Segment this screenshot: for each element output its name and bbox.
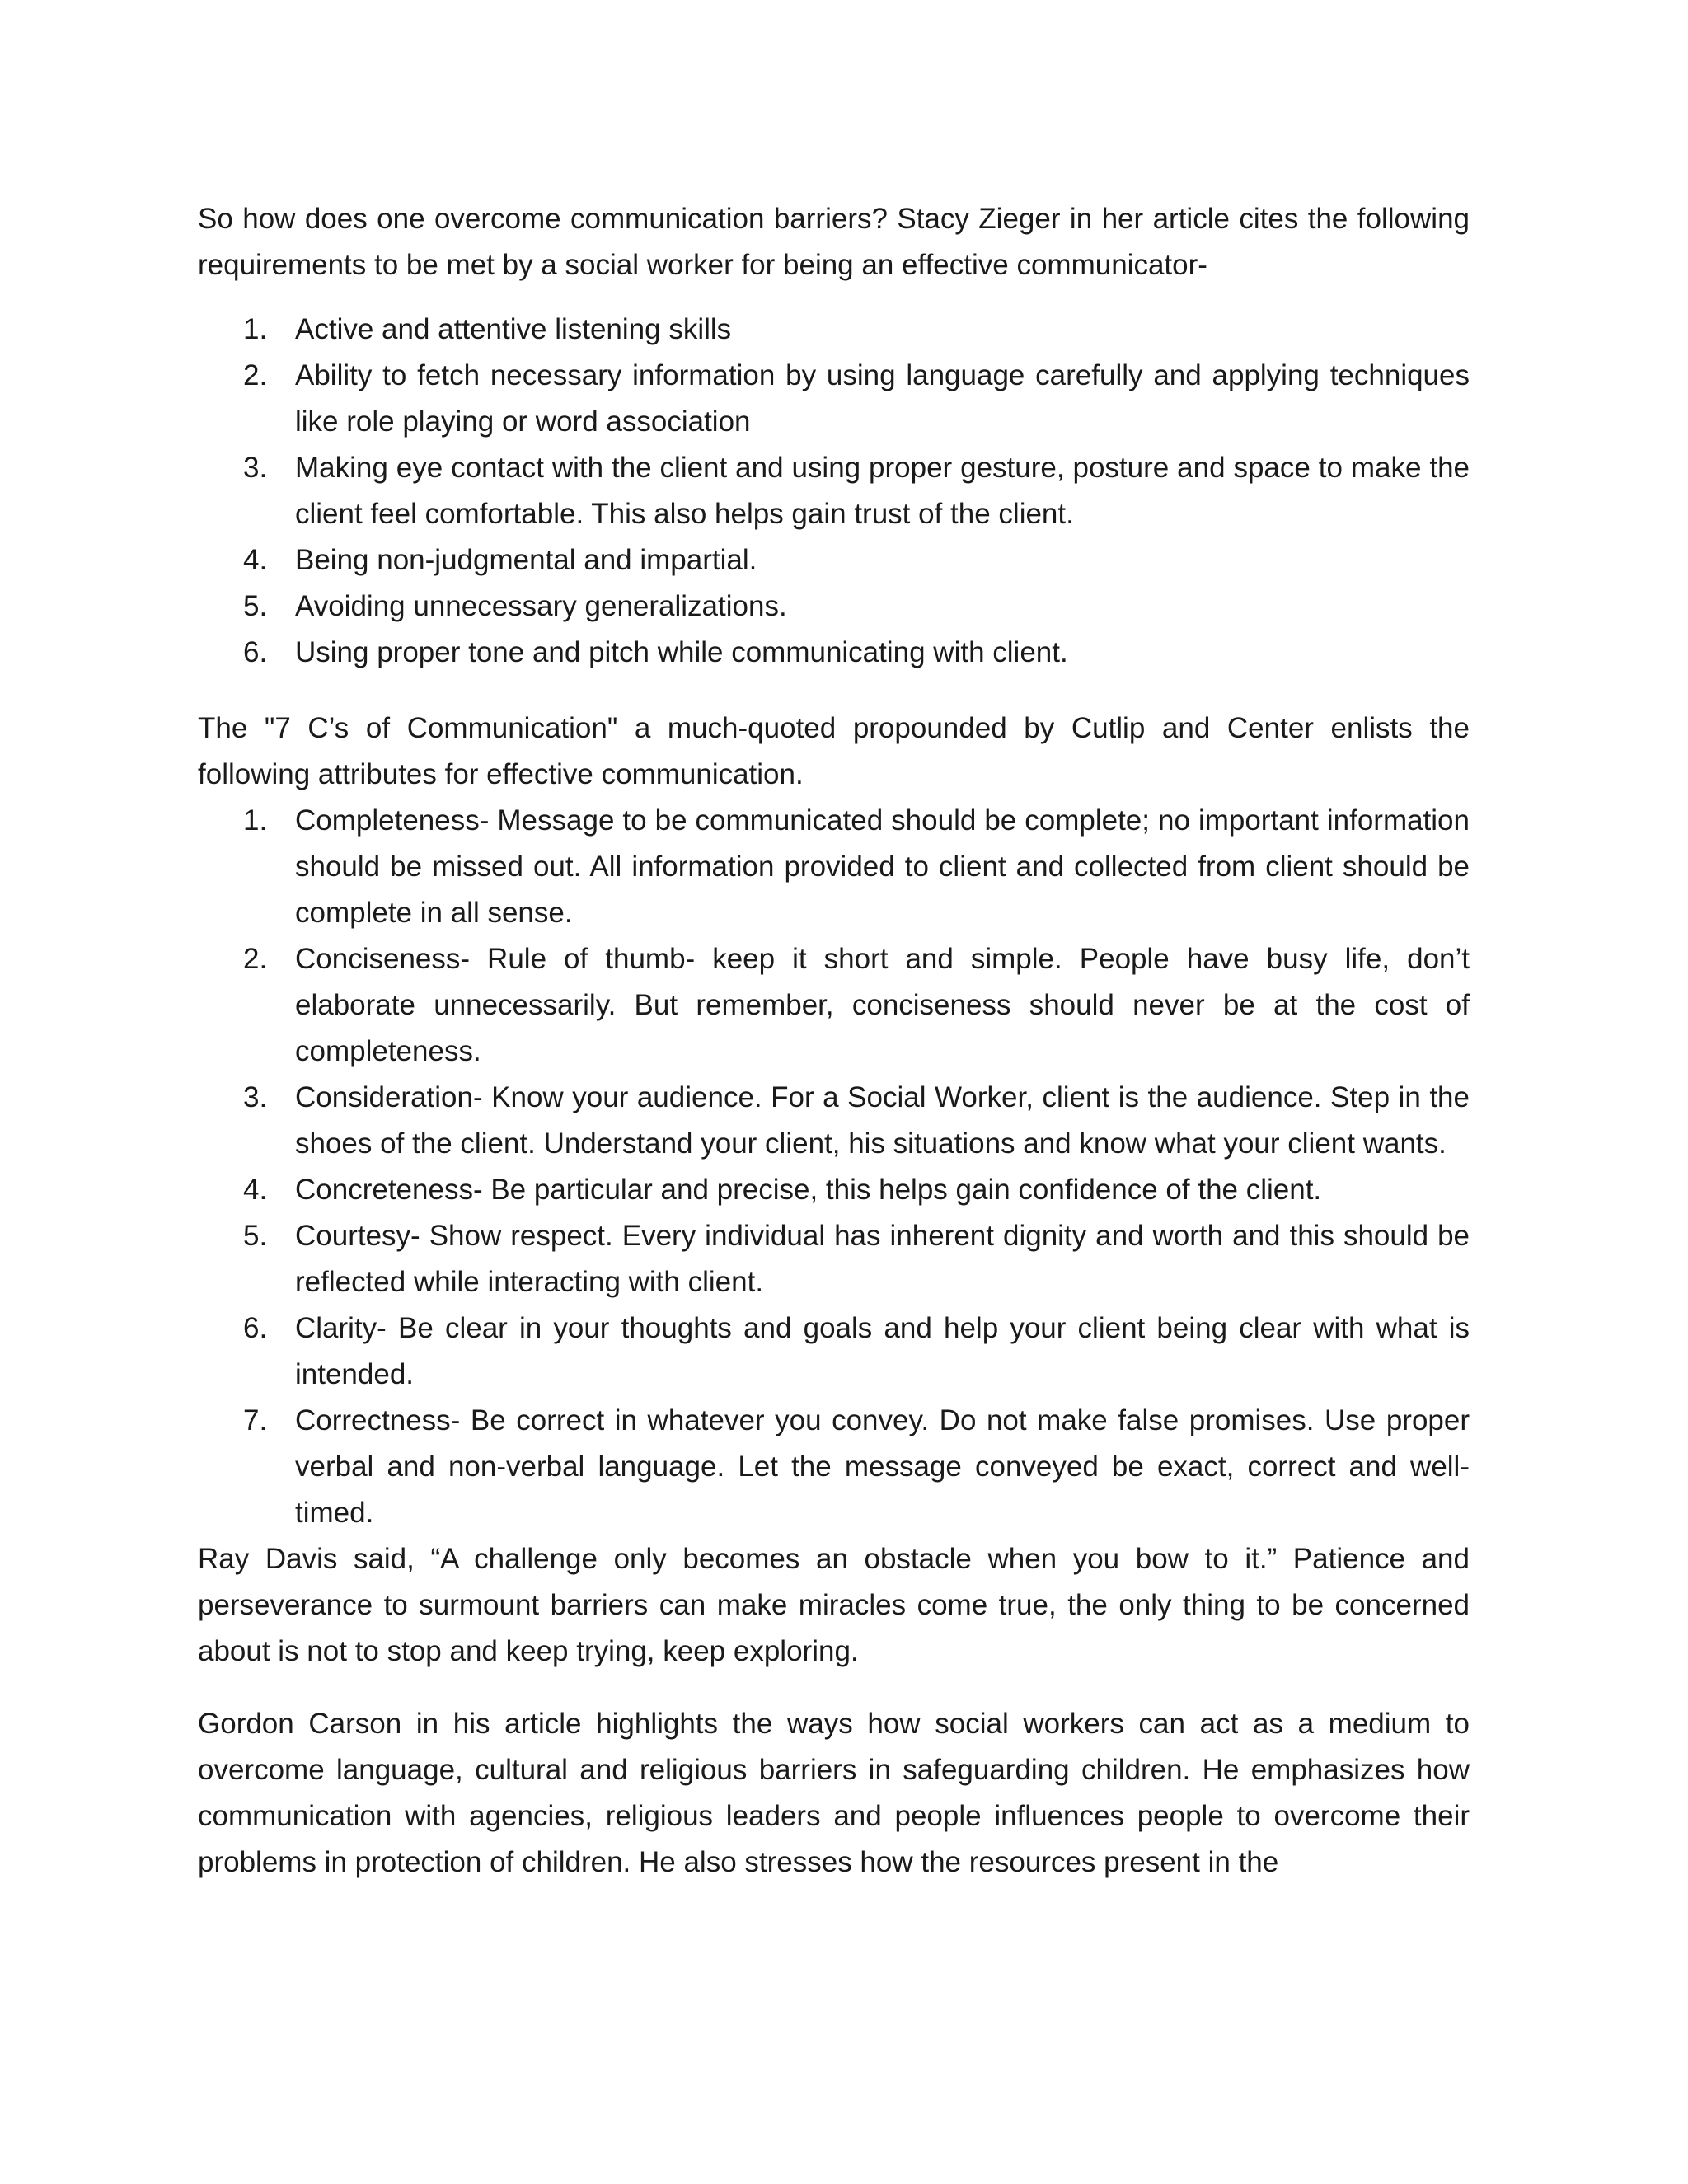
list-item-text: Using proper tone and pitch while communicating with client. bbox=[295, 636, 1068, 668]
list-number: 4. bbox=[243, 544, 268, 576]
list-item bbox=[198, 537, 1470, 583]
list-item-text: Conciseness- Rule of thumb- keep it short and simple. People have busy life, don’t elaborate unnecessarily. But remember, conciseness should never be at the cost of completeness. bbox=[295, 943, 1470, 1067]
list-item-text: Correctness- Be correct in whatever you convey. Do not make false promises. Use proper verbal and non-verbal language. Let the message conveyed be exact, correct and well-timed. bbox=[295, 1404, 1470, 1529]
list-item bbox=[198, 1305, 1470, 1398]
list-item bbox=[198, 1398, 1470, 1536]
list-number: 1. bbox=[243, 804, 268, 837]
requirements-list bbox=[198, 307, 1470, 676]
list-item bbox=[198, 630, 1470, 676]
list-number: 4. bbox=[243, 1174, 268, 1206]
seven-cs-list bbox=[198, 798, 1470, 1536]
ray-davis-paragraph: Ray Davis said, “A challenge only becomes an obstacle when you bow to it.” Patience and perseverance to surmount barriers can make miracles come true, the only thing to be concerned about is not to stop and keep trying, keep exploring. bbox=[198, 1543, 1470, 1667]
list-number: 6. bbox=[243, 636, 268, 668]
document-page bbox=[198, 196, 1470, 1886]
intro-paragraph: So how does one overcome communication barriers? Stacy Zieger in her article cites the following requirements to be met by a social worker for being an effective communicator- bbox=[198, 203, 1470, 281]
list-number: 5. bbox=[243, 590, 268, 622]
list-number: 5. bbox=[243, 1220, 268, 1252]
list-number: 3. bbox=[243, 1081, 268, 1113]
list-item bbox=[198, 1075, 1470, 1167]
list-item-text: Completeness- Message to be communicated should be complete; no important information should be missed out. All information provided to client and collected from client should be complete in all sense. bbox=[295, 804, 1470, 929]
list-item-text: Making eye contact with the client and using proper gesture, posture and space to make the client feel comfortable. This also helps gain trust of the client. bbox=[295, 452, 1470, 530]
list-item bbox=[198, 307, 1470, 353]
list-item-text: Avoiding unnecessary generalizations. bbox=[295, 590, 787, 622]
list-item bbox=[198, 353, 1470, 445]
list-item bbox=[198, 445, 1470, 537]
list-number: 7. bbox=[243, 1404, 268, 1436]
list-item bbox=[198, 1213, 1470, 1305]
list-number: 1. bbox=[243, 313, 268, 345]
gordon-carson-paragraph: Gordon Carson in his article highlights the ways how social workers can act as a medium to overcome language, cultural and religious barriers in safeguarding children. He emphasizes how communication with agencies, religious leaders and people influences people to overcome their problems in protection of children. He also stresses how the resources present in the bbox=[198, 1708, 1470, 1878]
list-item bbox=[198, 798, 1470, 936]
list-number: 3. bbox=[243, 452, 268, 484]
list-number: 6. bbox=[243, 1312, 268, 1344]
list-item bbox=[198, 1167, 1470, 1213]
list-item-text: Courtesy- Show respect. Every individual has inherent dignity and worth and this should be reflected while interacting with client. bbox=[295, 1220, 1470, 1298]
list-item-text: Concreteness- Be particular and precise, this helps gain confidence of the client. bbox=[295, 1174, 1322, 1206]
list-item-text: Being non-judgmental and impartial. bbox=[295, 544, 757, 576]
list-item bbox=[198, 583, 1470, 630]
list-item-text: Consideration- Know your audience. For a Social Worker, client is the audience. Step in the shoes of the client. Understand your client, his situations and know what your client wants. bbox=[295, 1081, 1470, 1160]
list-item-text: Active and attentive listening skills bbox=[295, 313, 732, 345]
list-item-text: Ability to fetch necessary information by using language carefully and applying techniques like role playing or word association bbox=[295, 359, 1470, 438]
list-item-text: Clarity- Be clear in your thoughts and goals and help your client being clear with what is intended. bbox=[295, 1312, 1470, 1390]
seven-cs-intro-paragraph: The "7 C’s of Communication" a much-quoted propounded by Cutlip and Center enlists the following attributes for effective communication. bbox=[198, 712, 1470, 790]
list-number: 2. bbox=[243, 359, 268, 391]
list-number: 2. bbox=[243, 943, 268, 975]
list-item bbox=[198, 936, 1470, 1075]
